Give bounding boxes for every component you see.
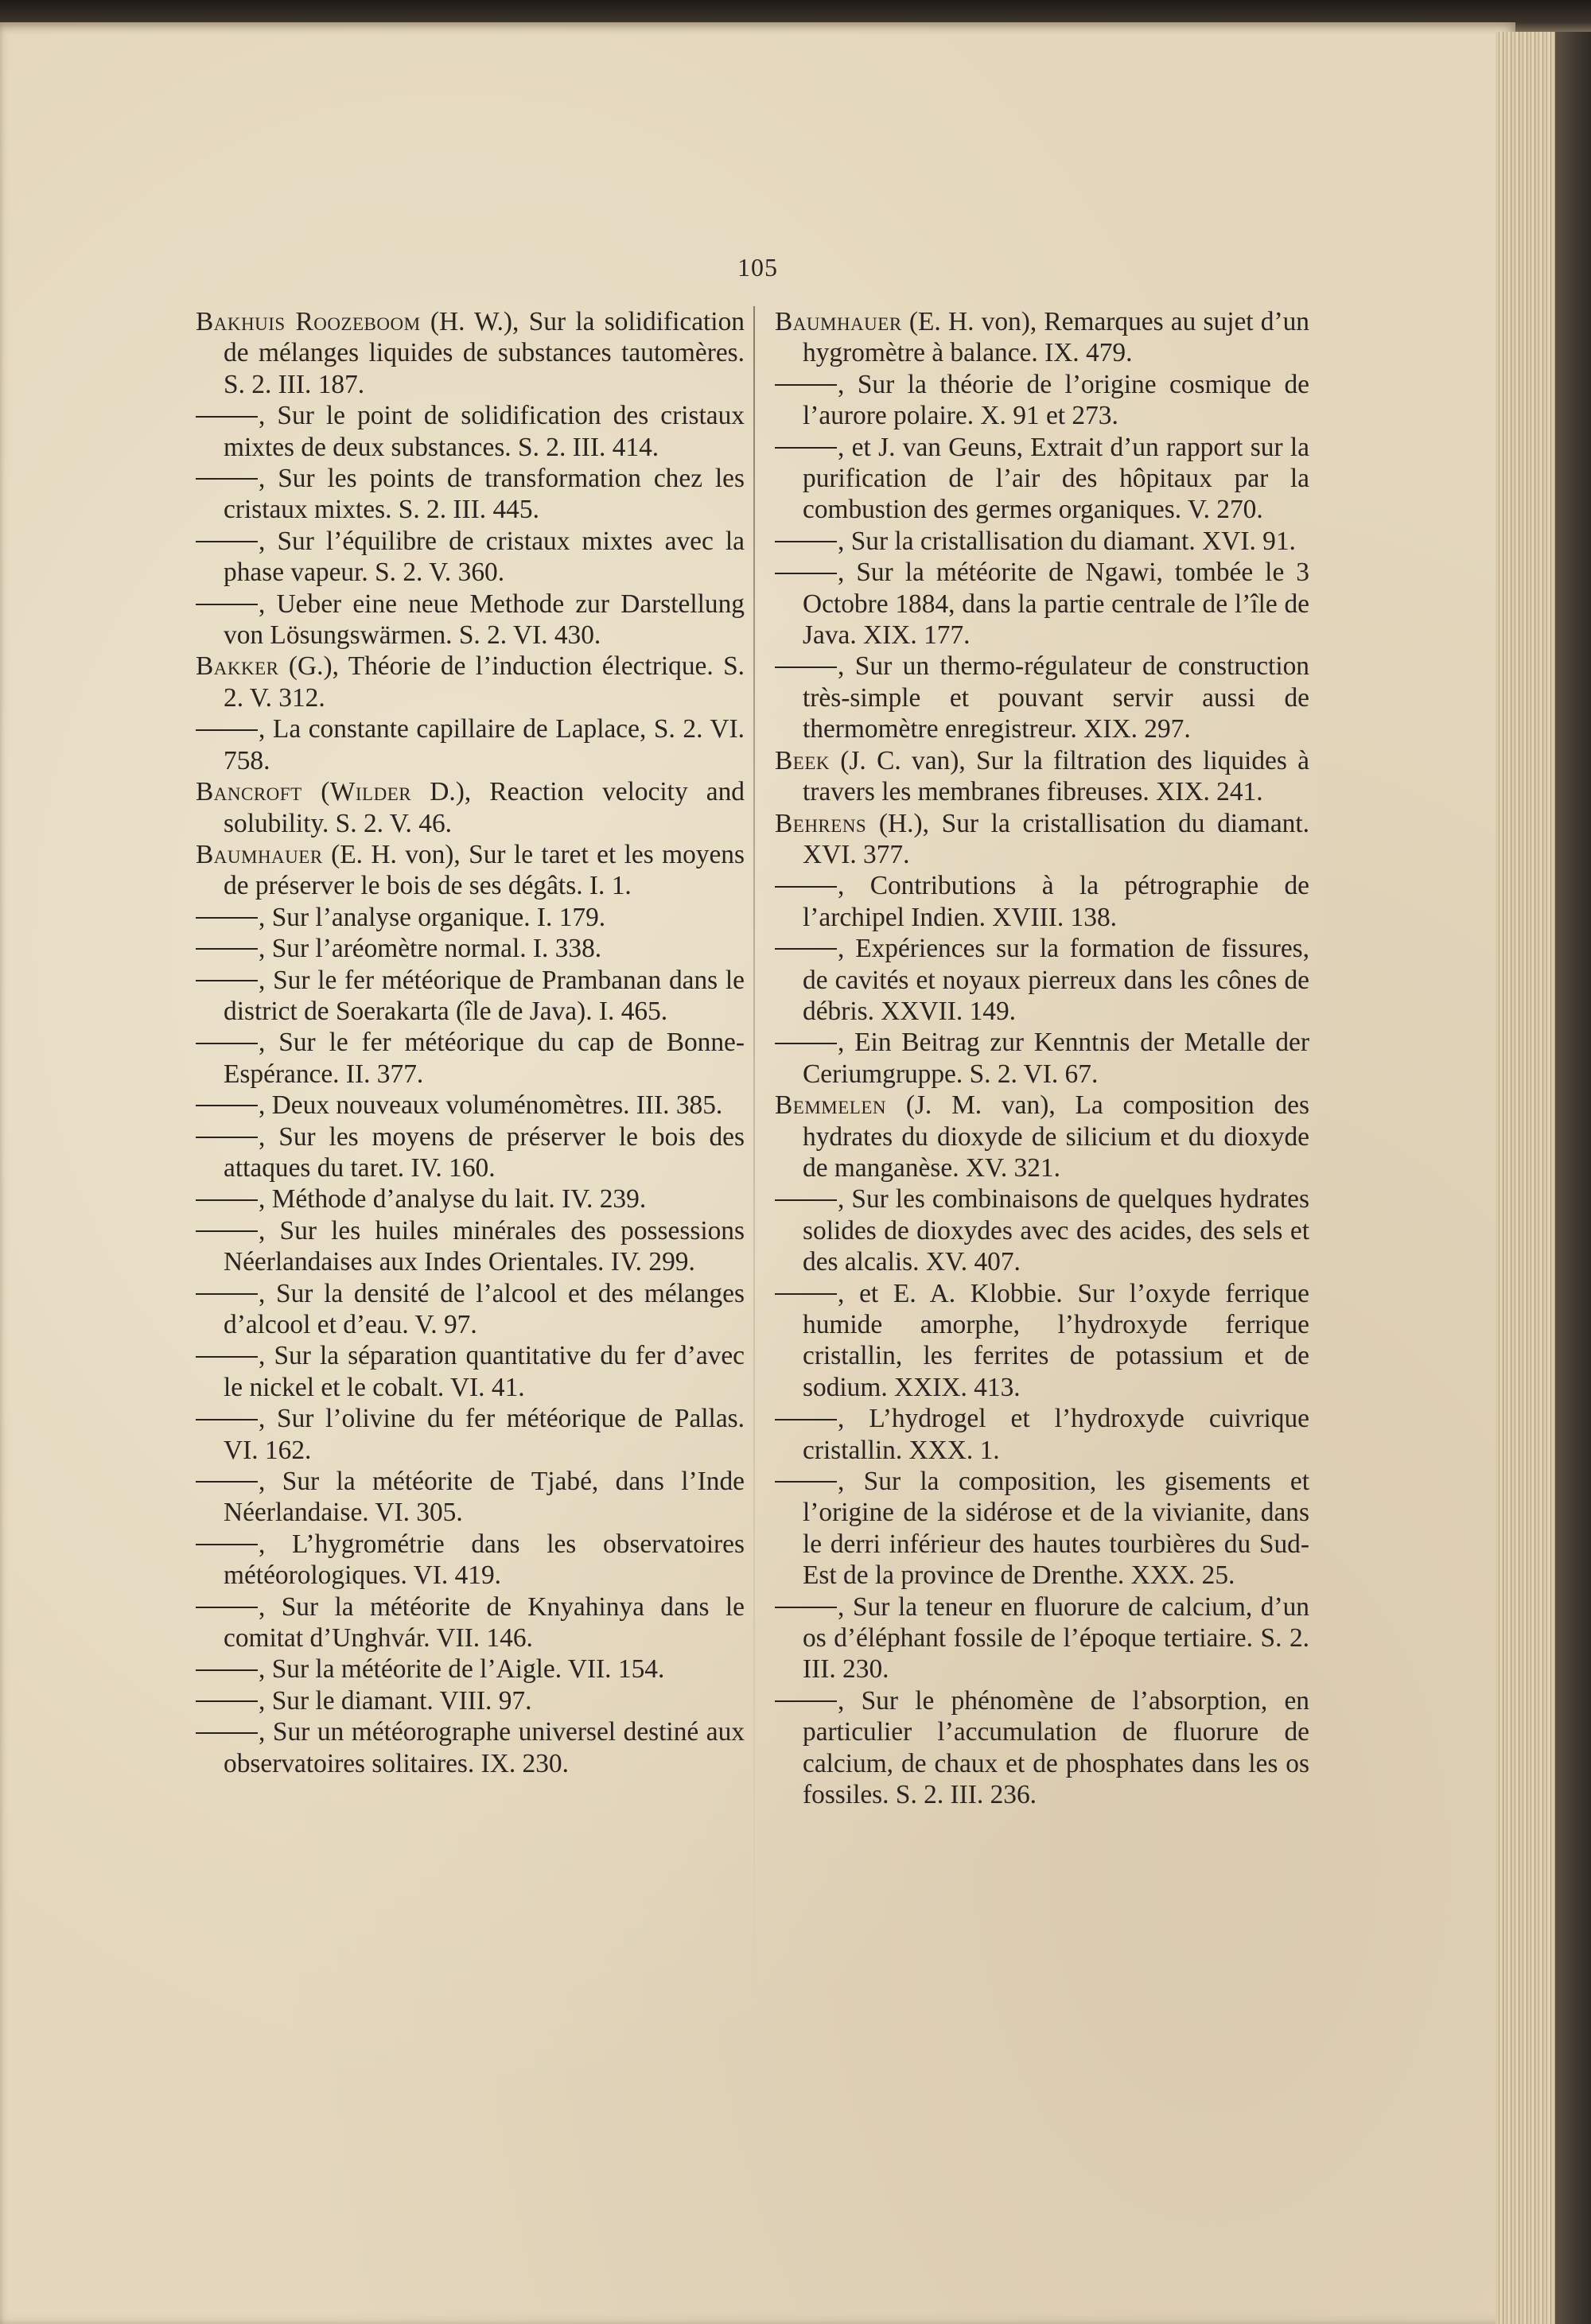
index-entry-continuation xyxy=(775,526,1309,557)
ditto-dash xyxy=(196,1481,258,1483)
author-name: Baumhauer xyxy=(196,839,323,869)
right-column xyxy=(775,306,1309,1811)
index-entry-continuation xyxy=(196,1685,745,1716)
ditto-dash xyxy=(775,886,837,888)
index-entry-continuation xyxy=(196,1278,745,1341)
ditto-dash xyxy=(196,1105,258,1106)
ditto-dash xyxy=(196,917,258,919)
entry-text: , Sur les huiles minérales des possessions Néerlandaises aux Indes Orientales. IV. 299. xyxy=(224,1215,745,1277)
entry-text: , Sur la séparation quantitative du fer d’avec le nickel et le cobalt. VI. 41. xyxy=(224,1341,745,1402)
entry-text: , L’hydrogel et l’hydroxyde cuivrique cristallin. XXX. 1. xyxy=(803,1404,1309,1465)
entry-text: , Sur la météorite de Ngawi, tombée le 3 Octobre 1884, dans la partie centrale de l’île de Java. XIX. 177. xyxy=(803,558,1309,651)
ditto-dash xyxy=(196,1700,258,1702)
index-entry-continuation xyxy=(196,1215,745,1278)
index-entry-continuation xyxy=(775,1183,1309,1277)
index-entry-author xyxy=(775,808,1309,871)
entry-text: , Sur l’équilibre de cristaux mixtes avec la phase vapeur. S. 2. V. 360. xyxy=(224,526,745,588)
index-entry-continuation xyxy=(775,1027,1309,1090)
ditto-dash xyxy=(775,666,837,668)
entry-text: , Méthode d’analyse du lait. IV. 239. xyxy=(259,1184,647,1214)
index-entry-continuation xyxy=(196,1591,745,1654)
ditto-dash xyxy=(196,1544,258,1545)
index-entry-author xyxy=(196,651,745,713)
index-entry-continuation xyxy=(196,1654,745,1685)
index-entry-author xyxy=(196,839,745,902)
ditto-dash xyxy=(196,1356,258,1358)
ditto-dash xyxy=(196,1293,258,1295)
ditto-dash xyxy=(775,1419,837,1420)
ditto-dash xyxy=(775,573,837,574)
index-entry-continuation xyxy=(775,369,1309,432)
page-stack-edges xyxy=(1496,32,1555,2324)
index-entry-continuation xyxy=(196,1090,745,1121)
ditto-dash xyxy=(775,1043,837,1044)
entry-text: , Sur la densité de l’alcool et des mélanges d’alcool et d’eau. V. 97. xyxy=(224,1278,745,1339)
entry-text: , Sur la cristallisation du diamant. XVI. 91. xyxy=(838,526,1296,556)
entry-text: , et J. van Geuns, Extrait d’un rapport sur la purification de l’air des hôpitaux par la combustion des germes organiques. V. 270. xyxy=(803,432,1309,525)
entry-text: , Sur les points de transformation chez les cristaux mixtes. S. 2. III. 445. xyxy=(224,464,745,525)
ditto-dash xyxy=(196,1199,258,1201)
entry-text: (H. W.), Sur la solidification de mélanges liquides de substances tautomères. S. 2. III. 187. xyxy=(224,307,745,399)
index-entry-continuation xyxy=(775,1685,1309,1811)
entry-text: , Sur un météorographe universel destiné aux observatoires solitaires. IX. 230. xyxy=(224,1717,745,1778)
entry-text: , Sur la composition, les gisements et l’origine de la sidérose et de la vivianite, dans le derri inférieur des hautes tourbières du Sud-Est de la province de Drenthe. XXX. 25. xyxy=(803,1467,1309,1591)
entry-text: , Ueber eine neue Methode zur Darstellung von Lösungswärmen. S. 2. VI. 430. xyxy=(224,589,745,651)
ditto-dash xyxy=(775,1293,837,1295)
ditto-dash xyxy=(775,1607,837,1608)
index-entry-continuation xyxy=(196,1121,745,1184)
entry-text: , Sur les combinaisons de quelques hydrates solides de dioxydes avec des acides, des sels et des alcalis. XV. 407. xyxy=(803,1184,1309,1277)
entry-text: (J. C. van), Sur la filtration des liquides à travers les membranes fibreuses. XIX. 241. xyxy=(803,745,1309,807)
author-name: Bancroft (Wilder xyxy=(196,777,412,807)
entry-text: , Sur le fer météorique du cap de Bonne-Espérance. II. 377. xyxy=(224,1028,745,1089)
author-name: Bakhuis Roozeboom xyxy=(196,307,421,336)
ditto-dash xyxy=(196,1137,258,1138)
index-entry-continuation xyxy=(196,902,745,933)
ditto-dash xyxy=(196,604,258,605)
index-entry-continuation xyxy=(196,1529,745,1591)
index-entry-continuation xyxy=(196,1027,745,1090)
entry-text: , Ein Beitrag zur Kenntnis der Metalle der Ceriumgruppe. S. 2. VI. 67. xyxy=(803,1028,1309,1089)
index-entry-continuation xyxy=(775,1591,1309,1685)
entry-text: (H.), Sur la cristallisation du diamant. XVI. 377. xyxy=(803,808,1309,869)
ditto-dash xyxy=(196,541,258,542)
entry-text: , La constante capillaire de Laplace, S. 2. VI. 758. xyxy=(224,714,745,775)
index-entry-continuation xyxy=(196,1183,745,1214)
entry-text: , L’hygrométrie dans les observatoires météorologiques. VI. 419. xyxy=(224,1529,745,1591)
entry-text: , Sur les moyens de préserver le bois des attaques du taret. IV. 160. xyxy=(224,1121,745,1183)
column-divider xyxy=(753,306,755,2008)
index-entry-continuation xyxy=(196,589,745,651)
index-entry-continuation xyxy=(196,1340,745,1403)
entry-text: (J. M. van), La composition des hydrates du dioxyde de silicium et du dioxyde de manganèse. XV. 321. xyxy=(803,1090,1309,1183)
entry-text: (E. H. von), Remarques au sujet d’un hygromètre à balance. IX. 479. xyxy=(803,307,1309,368)
index-entry-continuation xyxy=(196,1466,745,1529)
index-entry-continuation xyxy=(196,1403,745,1466)
entry-text: (E. H. von), Sur le taret et les moyens de préserver le bois de ses dégâts. I. 1. xyxy=(224,839,745,901)
ditto-dash xyxy=(775,1481,837,1483)
index-entry-continuation xyxy=(196,400,745,463)
author-name: Bakker xyxy=(196,651,279,682)
entry-text: , Sur la teneur en fluorure de calcium, d’un os d’éléphant fossile de l’époque tertiaire. S. 2. III. 230. xyxy=(803,1591,1309,1685)
ditto-dash xyxy=(196,1043,258,1044)
entry-text: , Sur un thermo-régulateur de construction très-simple et pouvant servir aussi de thermomètre enregistreur. XIX. 297. xyxy=(803,651,1309,744)
index-entry-author xyxy=(775,745,1309,808)
index-entry-author xyxy=(775,306,1309,369)
index-entry-continuation xyxy=(775,651,1309,744)
author-name: Baumhauer xyxy=(775,307,902,336)
entry-text: , Sur le diamant. VIII. 97. xyxy=(259,1685,532,1716)
ditto-dash xyxy=(196,948,258,950)
ditto-dash xyxy=(775,447,837,449)
entry-text: , Expériences sur la formation de fissures, de cavités et noyaux pierreux dans les cônes de débris. XXVII. 149. xyxy=(803,934,1309,1026)
index-entry-continuation xyxy=(775,557,1309,651)
index-entry-continuation xyxy=(775,1466,1309,1591)
book-binding xyxy=(1555,32,1591,2324)
entry-text: , Contributions à la pétrographie de l’archipel Indien. XVIII. 138. xyxy=(803,871,1309,932)
entry-text: , et E. A. Klobbie. Sur l’oxyde ferrique humide amorphe, l’hydroxyde ferrique cristallin, les ferrites de potassium et de sodium. XXIX. 413. xyxy=(803,1278,1309,1402)
author-name: Behrens xyxy=(775,808,867,838)
page-number: 105 xyxy=(737,253,778,282)
index-entry-continuation xyxy=(196,965,745,1028)
entry-text: , Sur la théorie de l’origine cosmique de l’aurore polaire. X. 91 et 273. xyxy=(803,369,1309,431)
ditto-dash xyxy=(196,478,258,480)
entry-text: , Sur la météorite de l’Aigle. VII. 154. xyxy=(259,1654,665,1685)
entry-text: D.), Reaction velocity and solubility. S. 2. V. 46. xyxy=(224,777,745,838)
index-entry-continuation xyxy=(775,1278,1309,1404)
entry-text: , Sur la météorite de Tjabé, dans l’Inde Néerlandaise. VI. 305. xyxy=(224,1467,745,1528)
ditto-dash xyxy=(775,384,837,386)
ditto-dash xyxy=(775,1199,837,1201)
author-name: Beek xyxy=(775,745,830,775)
entry-text: , Sur la météorite de Knyahinya dans le comitat d’Unghvár. VII. 146. xyxy=(224,1591,745,1654)
index-entry-continuation xyxy=(196,526,745,589)
index-entry-continuation xyxy=(196,463,745,526)
index-entry-continuation xyxy=(196,1716,745,1779)
entry-text: , Sur le fer météorique de Prambanan dans le district de Soerakarta (île de Java). I. 465. xyxy=(224,965,745,1026)
index-entry-continuation xyxy=(196,933,745,964)
ditto-dash xyxy=(775,1700,837,1702)
index-entry-continuation xyxy=(196,713,745,776)
author-name: Bemmelen xyxy=(775,1090,886,1121)
entry-text: , Sur le point de solidification des cristaux mixtes de deux substances. S. 2. III. 414. xyxy=(224,401,745,462)
ditto-dash xyxy=(775,541,837,542)
ditto-dash xyxy=(196,416,258,418)
ditto-dash xyxy=(196,1607,258,1608)
entry-text: , Deux nouveaux voluménomètres. III. 385. xyxy=(259,1090,723,1121)
index-entry-author xyxy=(196,306,745,400)
ditto-dash xyxy=(775,948,837,950)
index-entry-author xyxy=(196,776,745,839)
left-column xyxy=(196,306,745,1779)
entry-text: , Sur l’olivine du fer météorique de Pallas. VI. 162. xyxy=(224,1404,745,1465)
index-entry-continuation xyxy=(775,1403,1309,1466)
ditto-dash xyxy=(196,980,258,981)
index-entry-continuation xyxy=(775,933,1309,1027)
entry-text: , Sur le phénomène de l’absorption, en particulier l’accumulation de fluorure de calcium, de chaux et de phosphates dans les os fossiles. S. 2. III. 236. xyxy=(803,1685,1309,1810)
index-entry-continuation xyxy=(775,432,1309,526)
ditto-dash xyxy=(196,1732,258,1734)
entry-text: (G.), Théorie de l’induction électrique. S. 2. V. 312. xyxy=(224,651,745,713)
index-entry-author xyxy=(775,1090,1309,1183)
entry-text: , Sur l’aréomètre normal. I. 338. xyxy=(259,934,602,964)
entry-text: , Sur l’analyse organique. I. 179. xyxy=(259,902,606,932)
ditto-dash xyxy=(196,1669,258,1671)
ditto-dash xyxy=(196,1230,258,1232)
ditto-dash xyxy=(196,1419,258,1420)
ditto-dash xyxy=(196,729,258,731)
index-entry-continuation xyxy=(775,870,1309,933)
